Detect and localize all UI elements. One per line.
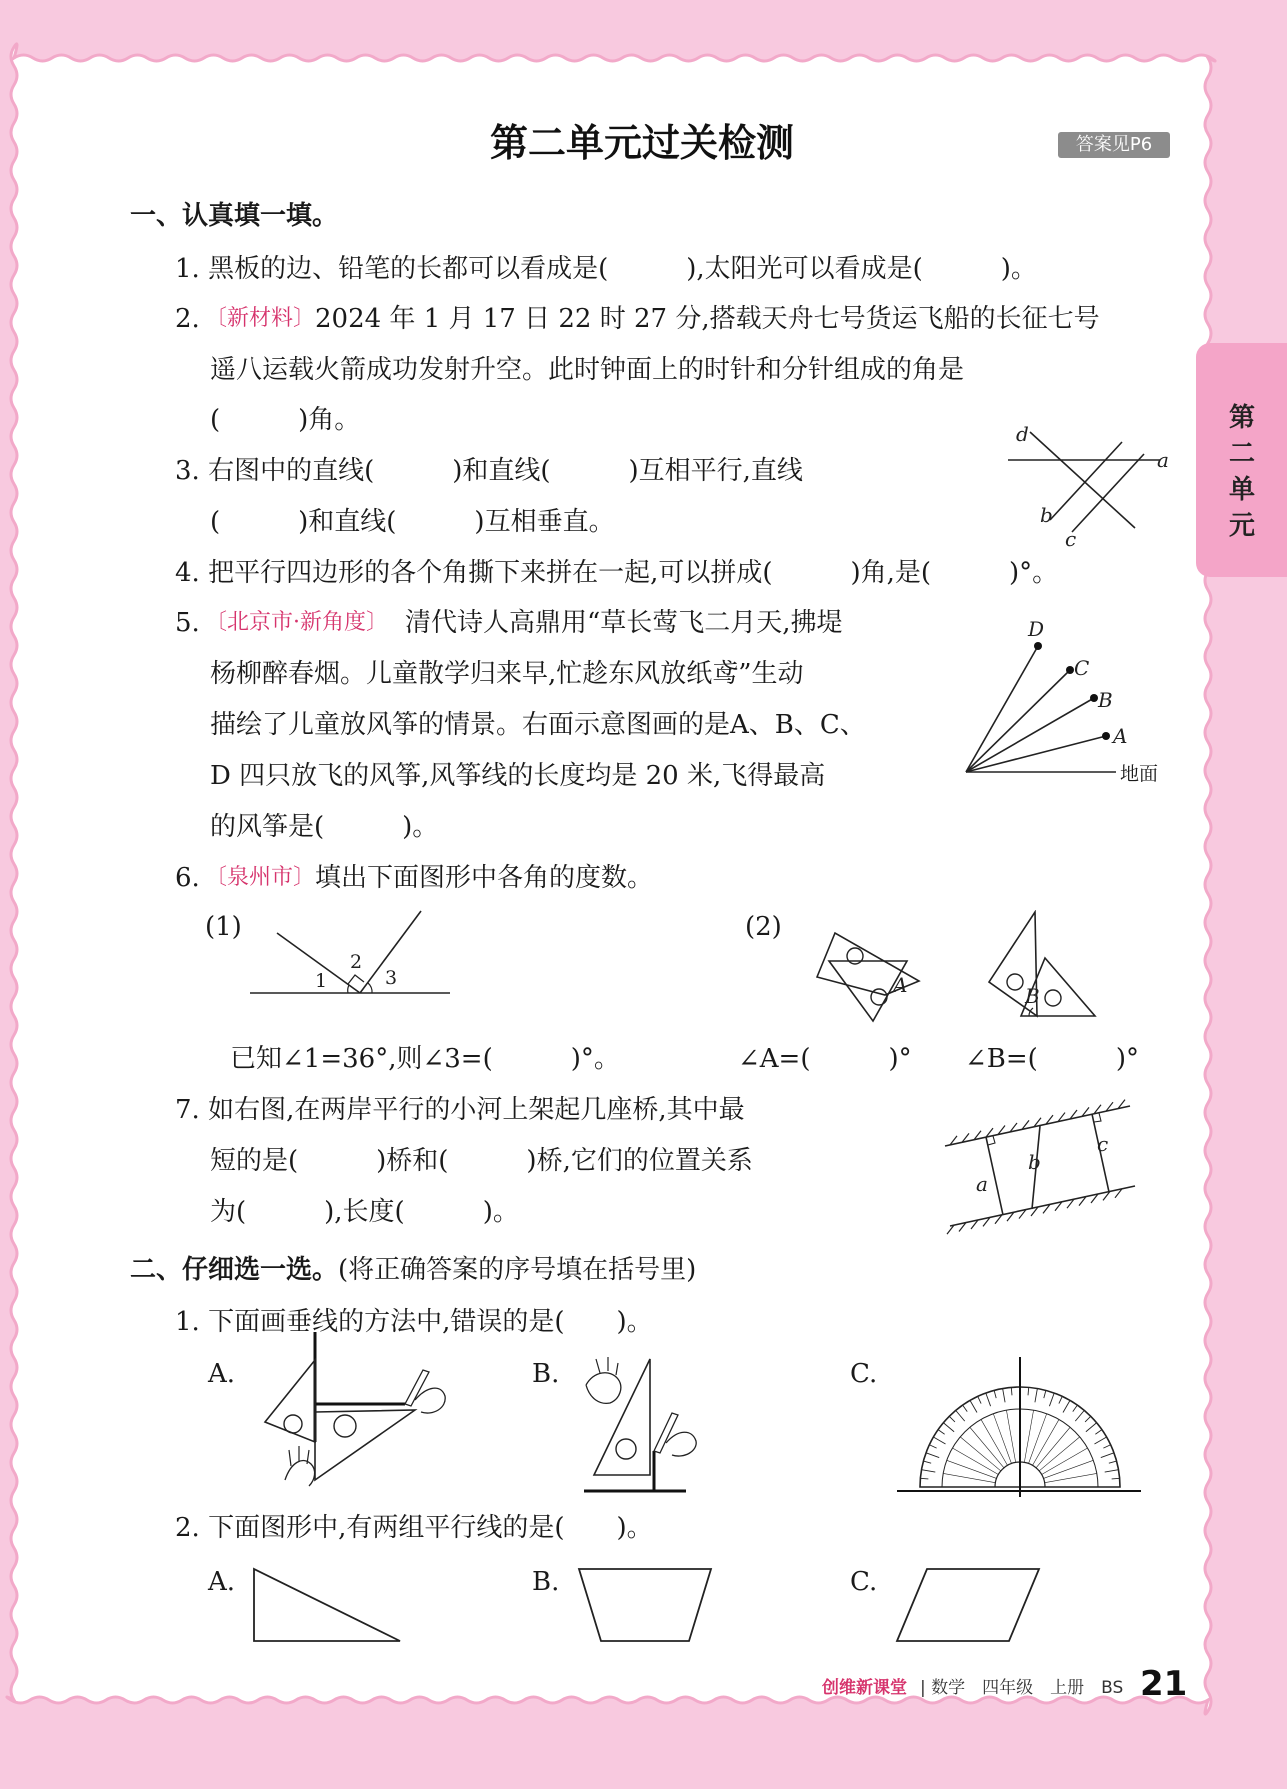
question-2-1-option-b: B.	[532, 1359, 560, 1389]
question-1-2-line-1: 2024 年 1 月 17 日 22 时 27 分,搭载天舟七号货运飞船的长征七号	[315, 304, 1100, 334]
question-1-7-line-1: 7. 如右图,在两岸平行的小河上架起几座桥,其中最	[175, 1095, 745, 1125]
kite-strings-figure	[960, 620, 1120, 790]
section-2-heading: 二、仔细选一选。	[130, 1255, 339, 1285]
triangle-ruler-figure-a	[815, 925, 925, 1025]
question-1-6-tag: 〔泉州市〕	[205, 865, 316, 890]
line-label-d: d	[1016, 422, 1029, 446]
question-1-6-angle-a: ∠A=( )°	[738, 1044, 912, 1074]
question-1-6-part-1: (1)	[205, 912, 242, 942]
angle-label-b: B	[1025, 984, 1040, 1008]
triangle-ruler-figure-b	[985, 910, 1100, 1020]
question-2-2-option-b: B.	[532, 1567, 560, 1597]
kite-label-a: A	[1113, 724, 1128, 748]
question-1-6-given: 已知∠1=36°,则∠3=( )°。	[230, 1044, 620, 1074]
bridge-label-b: b	[1028, 1150, 1041, 1174]
question-1-2-line-3: ( )角。	[210, 405, 361, 435]
question-2-2: 2. 下面图形中,有两组平行线的是( )。	[175, 1513, 653, 1543]
line-label-b: b	[1040, 503, 1053, 527]
question-1-6-number: 6.	[175, 863, 200, 893]
parallelogram-figure	[893, 1565, 1043, 1645]
page-title: 第二单元过关检测	[490, 121, 795, 165]
question-1-5-tag: 〔北京市·新角度〕	[205, 610, 388, 635]
bridge-label-a: a	[976, 1172, 988, 1196]
question-1-5-line-2: 杨柳醉春烟。儿童散学归来早,忙趁东风放纸鸢”生动	[210, 659, 804, 689]
question-1-6-angle-b: ∠B=( )°	[965, 1044, 1139, 1074]
answer-reference-badge: 答案见P6	[1058, 132, 1170, 158]
question-1-7-line-3: 为( ),长度( )。	[210, 1197, 519, 1227]
question-2-1: 1. 下面画垂线的方法中,错误的是( )。	[175, 1307, 653, 1337]
question-2-2-option-a: A.	[208, 1567, 236, 1597]
question-1-3-line-1: 3. 右图中的直线( )和直线( )互相平行,直线	[175, 456, 803, 486]
kite-label-c: C	[1074, 656, 1090, 680]
question-2-2-option-c: C.	[850, 1567, 878, 1597]
question-1-6-text: 填出下面图形中各角的度数。	[315, 863, 654, 893]
perpendicular-method-b-figure	[580, 1355, 730, 1495]
question-1-2-number: 2.	[175, 304, 200, 334]
kite-label-d: D	[1028, 617, 1045, 641]
question-1-7-line-2: 短的是( )桥和( )桥,它们的位置关系	[210, 1146, 753, 1176]
trapezoid-figure	[575, 1565, 715, 1645]
ground-label: 地面	[1120, 763, 1159, 785]
side-tab-label: 第二单元	[1228, 403, 1255, 541]
line-label-c: c	[1065, 527, 1077, 551]
bridge-label-c: c	[1097, 1132, 1109, 1156]
footer-info: | 数学 四年级 上册 BS	[920, 1678, 1124, 1698]
question-2-1-option-c: C.	[850, 1359, 878, 1389]
question-1-5-line-3: 描绘了儿童放风筝的情景。右面示意图画的是A、B、C、	[210, 710, 866, 740]
footer-brand: 创维新课堂	[822, 1678, 907, 1698]
question-1-3-line-2: ( )和直线( )互相垂直。	[210, 507, 615, 537]
angle-label-1: 1	[315, 970, 328, 992]
question-2-1-option-a: A.	[208, 1359, 236, 1389]
question-1-5-line-5: 的风筝是( )。	[210, 812, 439, 842]
right-triangle-figure	[250, 1565, 405, 1645]
line-label-a: a	[1157, 448, 1169, 472]
kite-label-b: B	[1098, 688, 1113, 712]
angle-label-3: 3	[385, 967, 398, 989]
question-1-5-number: 5.	[175, 608, 200, 638]
angle-label-2: 2	[350, 951, 363, 973]
perpendicular-method-a-figure	[255, 1330, 455, 1490]
section-1-heading: 一、认真填一填。	[130, 201, 339, 231]
question-1-2-line-2: 遥八运载火箭成功发射升空。此时钟面上的时针和分针组成的角是	[210, 355, 965, 385]
question-1-5-line-4: D 四只放飞的风筝,风筝线的长度均是 20 米,飞得最高	[210, 761, 826, 791]
question-1-1: 1. 黑板的边、铅笔的长都可以看成是( ),太阳光可以看成是( )。	[175, 254, 1037, 284]
question-1-5-line-1: 清代诗人高鼎用“草长莺飞二月天,拂堤	[405, 608, 843, 638]
protractor-figure	[895, 1355, 1145, 1497]
question-1-2-tag: 〔新材料〕	[205, 306, 316, 331]
page-number: 21	[1140, 1664, 1188, 1704]
question-1-6-part-2: (2)	[745, 912, 782, 942]
angle-label-a: A	[893, 973, 908, 997]
section-2-note: (将正确答案的序号填在括号里)	[338, 1255, 697, 1285]
question-1-4: 4. 把平行四边形的各个角撕下来拼在一起,可以拼成( )角,是( )°。	[175, 558, 1059, 588]
